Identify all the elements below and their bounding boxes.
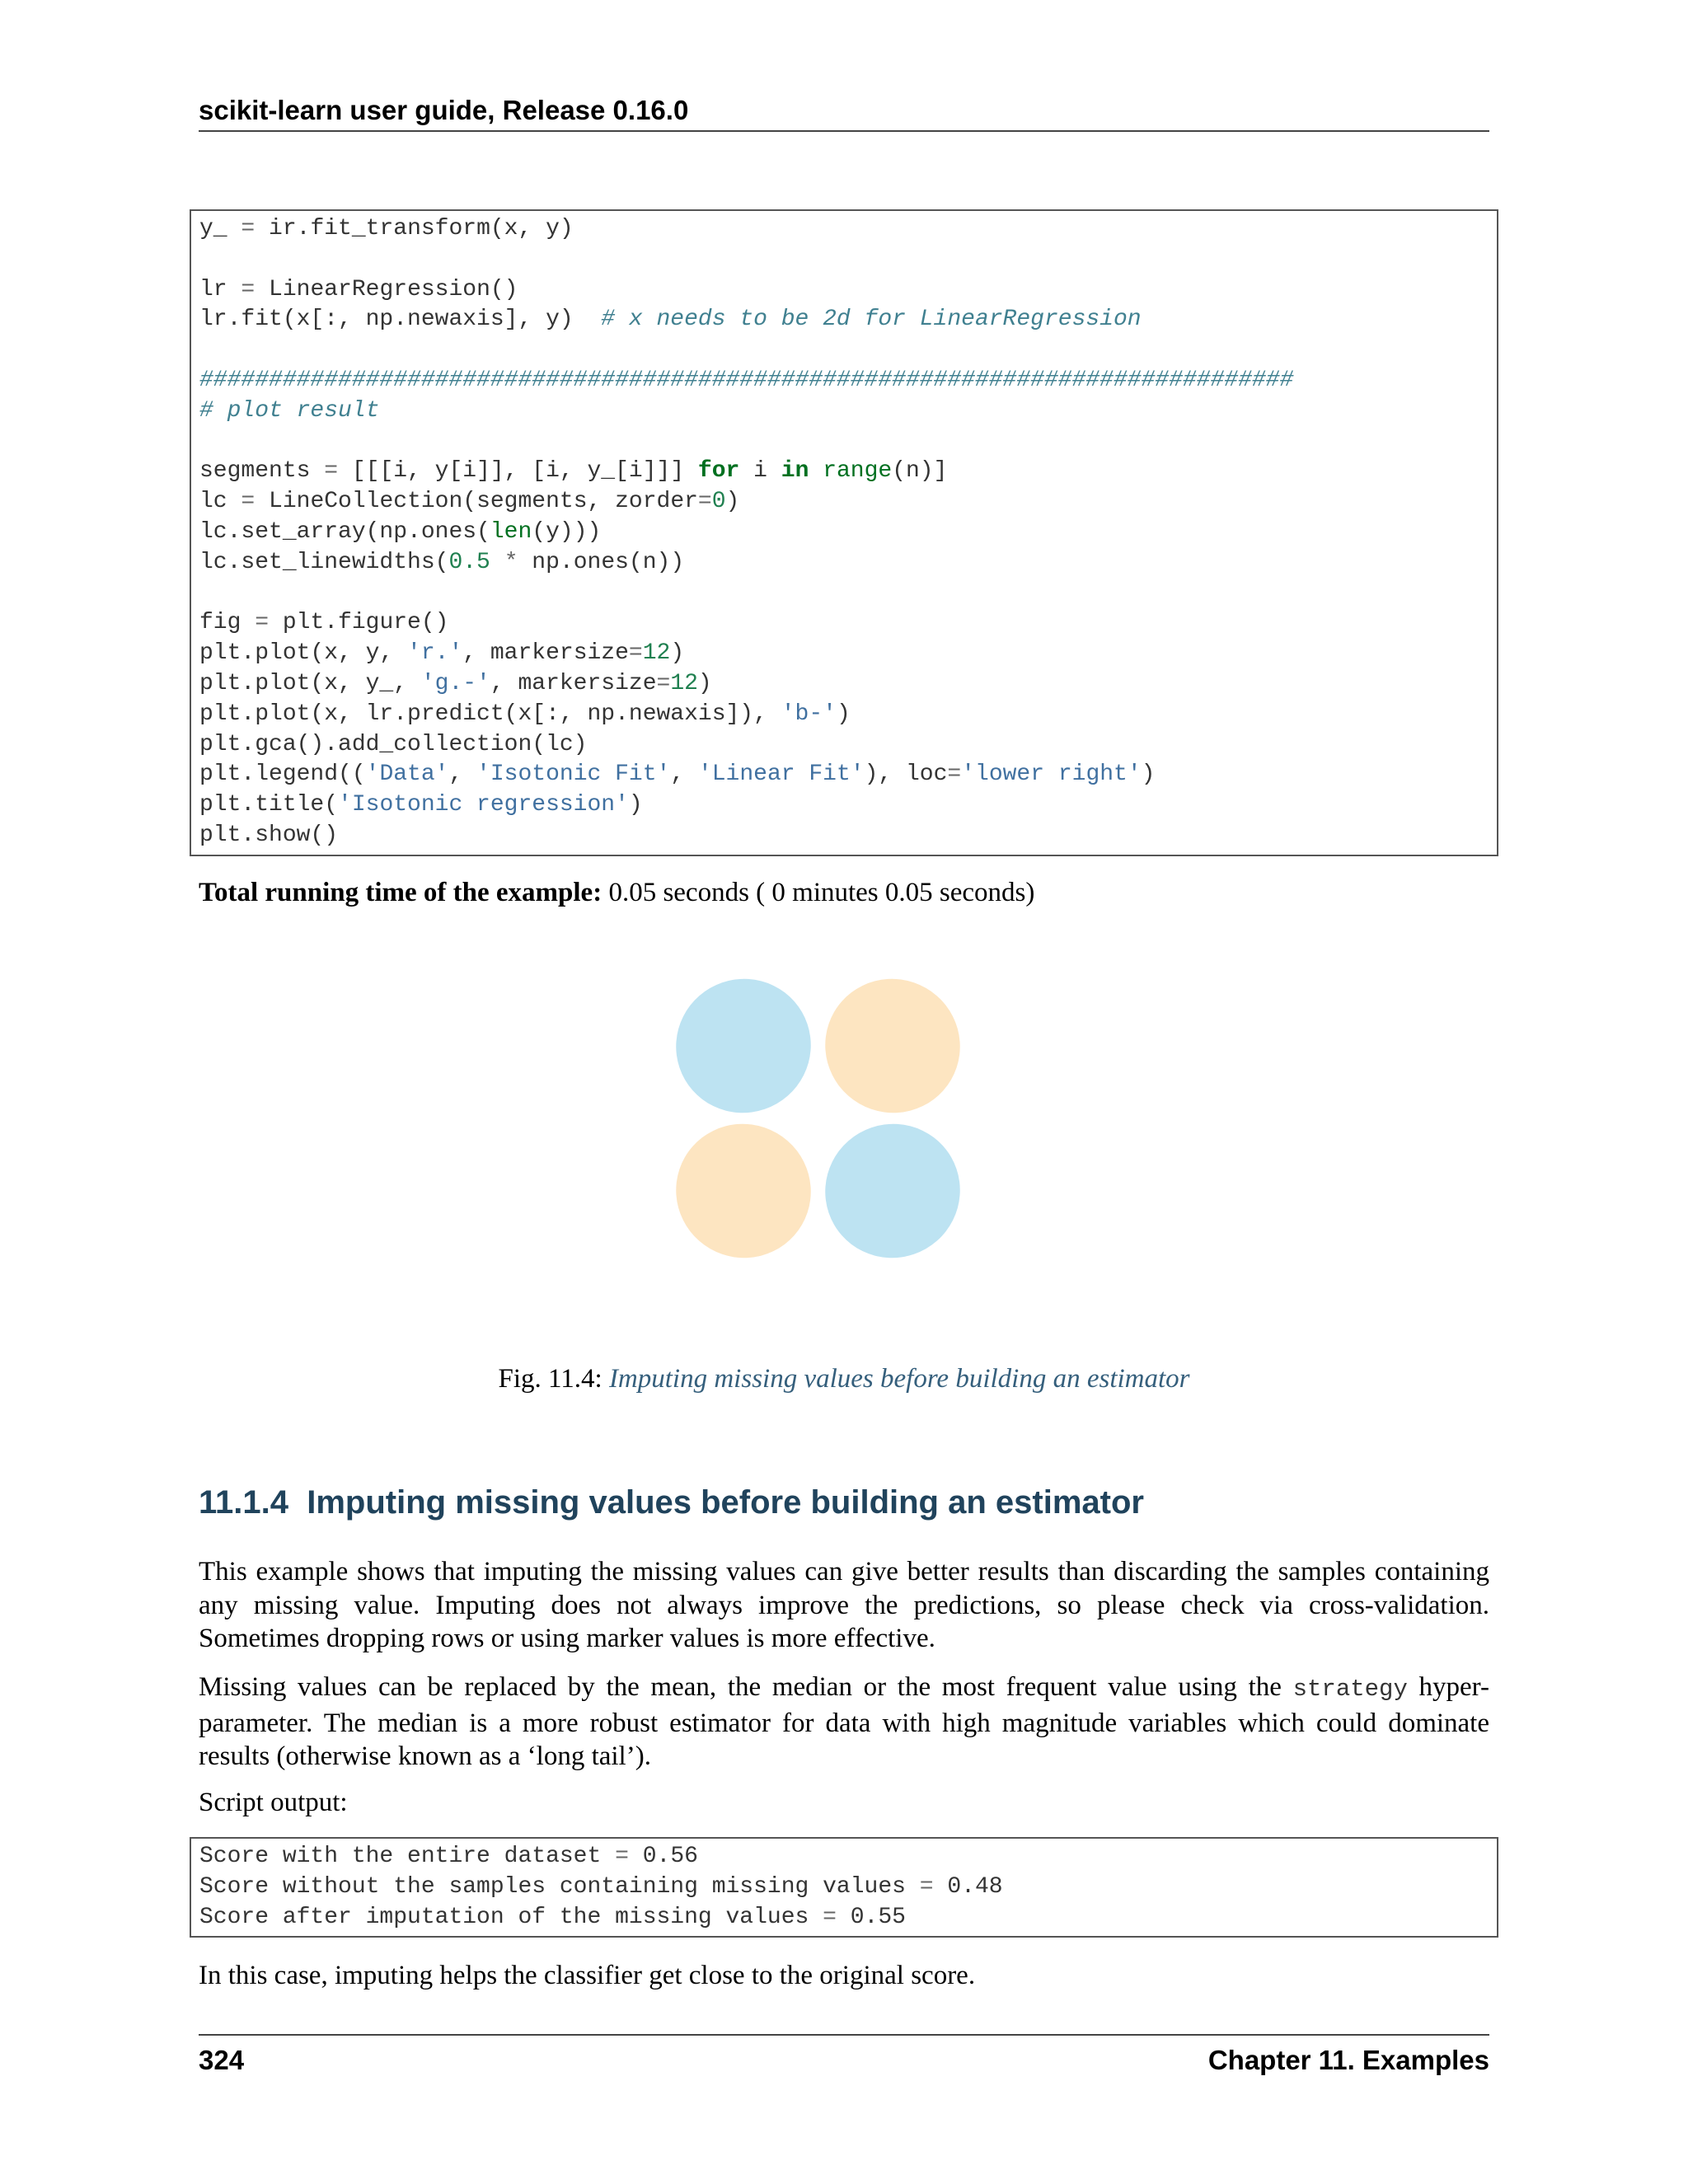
code-token: 'b-' xyxy=(781,701,837,727)
section-title: Imputing missing values before building an estimator xyxy=(307,1484,1144,1521)
code-token: # plot result xyxy=(199,397,380,424)
code-token: # x needs to be 2d for LinearRegression xyxy=(601,307,1142,333)
running-time-value: 0.05 seconds ( 0 minutes 0.05 seconds) xyxy=(602,878,1035,907)
code-token: ) xyxy=(670,640,685,667)
code-token: , xyxy=(670,762,698,788)
code-token: 0.55 xyxy=(836,1904,906,1930)
code-line xyxy=(199,275,1489,306)
code-token: len xyxy=(490,518,532,545)
section-number: 11.1.4 xyxy=(199,1484,289,1521)
figure-petal-bottom-right xyxy=(800,1099,964,1261)
code-line xyxy=(199,518,1489,548)
code-token: 'Isotonic Fit' xyxy=(476,762,671,788)
running-time xyxy=(199,874,1034,911)
code-line xyxy=(199,669,1489,700)
code-token: = xyxy=(241,216,256,241)
paragraph-strategy-text-1: Missing values can be replaced by the mean, the median or the most frequent value using the xyxy=(199,1672,1293,1702)
code-token: 'Linear Fit' xyxy=(697,762,865,788)
code-line xyxy=(199,487,1489,518)
code-token: = xyxy=(324,458,339,485)
code-token: 'Data' xyxy=(365,762,449,788)
code-block-output xyxy=(190,1837,1498,1938)
inline-code-strategy[interactable]: strategy xyxy=(1292,1675,1408,1703)
figure-petal-bottom-left xyxy=(676,1099,836,1261)
code-token: = xyxy=(255,610,270,636)
code-token: [[[i, y[i]], [i, y_[i]]] xyxy=(338,458,698,485)
code-line xyxy=(199,214,1489,245)
code-token xyxy=(490,550,504,575)
code-token: Score after imputation of the missing values xyxy=(199,1904,823,1930)
code-token: fig xyxy=(199,610,256,636)
code-line xyxy=(199,821,1489,851)
code-token: ) xyxy=(697,670,712,696)
code-line xyxy=(199,1872,1489,1903)
caption-link[interactable]: Imputing missing values before building an estimator xyxy=(608,1364,1190,1394)
code-token: y_ xyxy=(199,216,241,241)
code-token: i xyxy=(739,458,781,485)
code-token: = xyxy=(241,489,256,515)
code-token: Score with the entire dataset xyxy=(199,1844,616,1869)
paragraph-strategy xyxy=(199,1671,1489,1774)
code-token: = xyxy=(823,1904,837,1930)
code-line xyxy=(199,366,1489,396)
code-line xyxy=(199,548,1489,579)
paragraph-intro: This example shows that imputing the missing values can give better results than discarding the samples containing any missing value. Imputing does not always improve the predictions, so please check via cross-validation. Sometimes dropping rows or using marker values is more effective. xyxy=(199,1557,1489,1653)
caption-prefix: Fig. 11.4: xyxy=(498,1364,609,1394)
paragraph-conclusion: In this case, imputing helps the classifier get close to the original score. xyxy=(199,1961,976,1990)
running-time-label: Total running time of the example: xyxy=(199,878,603,907)
code-line xyxy=(199,396,1489,427)
code-token: 'g.-' xyxy=(420,670,490,696)
code-token: ) xyxy=(725,489,740,515)
code-line xyxy=(199,700,1489,730)
code-token: = xyxy=(947,762,962,788)
code-token xyxy=(809,458,823,484)
code-token: ir.fit_transform(x, y) xyxy=(255,216,574,241)
section-heading xyxy=(199,1479,1144,1526)
code-token: = xyxy=(241,276,256,302)
code-token: range xyxy=(823,458,893,485)
code-line xyxy=(199,1903,1489,1933)
code-token: , xyxy=(448,762,477,788)
page-header xyxy=(199,92,1489,132)
code-line xyxy=(199,427,1489,457)
code-line xyxy=(199,760,1489,790)
code-token: , markersize xyxy=(490,670,657,696)
code-token: = xyxy=(628,640,643,667)
code-token: plt.show() xyxy=(199,822,339,848)
paragraph-strategy-text-2: hyper-parameter. The median is a more robust estimator for data with high magnitude variables which could dominate results (otherwise known as a ‘long tail’). xyxy=(199,1672,1490,1771)
code-token: lc xyxy=(199,489,241,515)
code-token: 0.5 xyxy=(448,549,490,575)
code-token: * xyxy=(504,549,518,575)
code-token: lr.fit(x[:, np.newaxis], y) xyxy=(199,307,602,333)
code-line xyxy=(199,1842,1489,1872)
code-token: = xyxy=(656,670,671,696)
footer-chapter: Chapter 11. Examples xyxy=(1207,2045,1489,2075)
code-line xyxy=(199,245,1489,275)
code-token: plt.title( xyxy=(199,792,339,818)
code-token: ), loc xyxy=(864,762,948,788)
code-token: np.ones(n)) xyxy=(518,549,685,575)
page-number: 324 xyxy=(199,2045,245,2075)
code-line xyxy=(199,335,1489,366)
code-token: = xyxy=(919,1873,934,1900)
code-line xyxy=(199,608,1489,639)
code-token: (n)] xyxy=(892,458,948,485)
code-token: 'r.' xyxy=(407,640,463,667)
code-line xyxy=(199,457,1489,487)
code-token: Score without the samples containing missing values xyxy=(199,1873,920,1900)
code-token: in xyxy=(781,458,809,485)
header-title: scikit-learn user guide, Release 0.16.0 xyxy=(199,95,689,125)
code-token: = xyxy=(615,1844,629,1869)
code-token: 0 xyxy=(711,489,726,515)
code-token: plt.plot(x, y, xyxy=(199,640,408,667)
code-block-isotonic xyxy=(190,209,1498,856)
figure-petal-top-right xyxy=(800,977,964,1137)
code-token: 'lower right' xyxy=(961,762,1142,788)
code-token: LineCollection(segments, zorder xyxy=(255,489,698,515)
code-token: ) xyxy=(1141,762,1156,788)
code-token: ############################################################################### xyxy=(199,367,1294,393)
script-output-label: Script output: xyxy=(199,1788,348,1817)
figure-caption xyxy=(0,1361,1688,1397)
code-token: lc.set_array(np.ones( xyxy=(199,518,490,545)
code-line xyxy=(199,730,1489,761)
code-line xyxy=(199,790,1489,821)
code-token: (y))) xyxy=(532,518,602,545)
code-token: ) xyxy=(628,792,643,818)
code-token: lr xyxy=(199,276,241,302)
code-token: plt.legend(( xyxy=(199,762,366,788)
code-token: = xyxy=(697,489,712,515)
code-token: 12 xyxy=(642,640,671,667)
code-token: segments xyxy=(199,458,325,485)
code-line xyxy=(199,305,1489,335)
code-token: plt.figure() xyxy=(269,610,449,636)
figure-thumbnail[interactable] xyxy=(676,977,964,1261)
code-token: plt.plot(x, lr.predict(x[:, np.newaxis]), xyxy=(199,701,781,727)
code-token: 12 xyxy=(670,670,698,696)
code-token: for xyxy=(697,458,740,485)
code-token: plt.plot(x, y_, xyxy=(199,670,421,696)
code-token: lc.set_linewidths( xyxy=(199,549,449,575)
page-footer xyxy=(199,2034,1489,2079)
code-token: 0.48 xyxy=(933,1873,1003,1900)
code-line xyxy=(199,639,1489,669)
code-token: LinearRegression() xyxy=(255,276,518,302)
figure-petal-top-left xyxy=(676,977,836,1137)
code-token: , markersize xyxy=(462,640,629,667)
code-token: 'Isotonic regression' xyxy=(338,792,629,818)
code-token: 0.56 xyxy=(628,1844,698,1869)
code-line xyxy=(199,579,1489,609)
code-token: ) xyxy=(836,701,851,727)
code-token: plt.gca().add_collection(lc) xyxy=(199,731,588,757)
